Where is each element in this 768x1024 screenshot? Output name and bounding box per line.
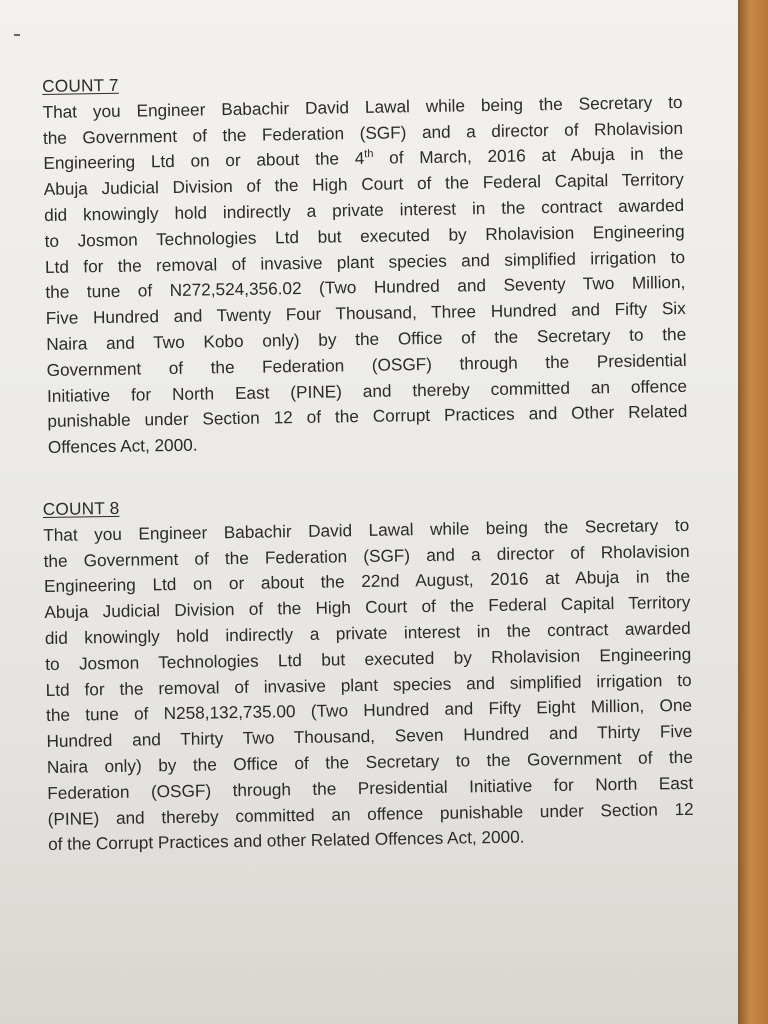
count-7-section <box>42 64 688 461</box>
wooden-desk-edge <box>738 0 768 1024</box>
count-7-body <box>42 90 688 461</box>
count-8-line-9: Hundred and Thirty Two Thousand, Seven Hundred and Thirty Five <box>46 720 693 752</box>
count-8-line-11: Federation (OSGF) through the Presidential Initiative for North East <box>47 772 694 803</box>
count-8-section <box>43 487 695 858</box>
count-8-line-7: Ltd for the removal of invasive plant species and simplified irrigation to <box>45 669 692 700</box>
count-7-line-7: Ltd for the removal of invasive plant species and simplified irrigation to <box>44 246 686 277</box>
count-8-line-13: of the Corrupt Practices and other Related Offences Act, 2000. <box>47 826 525 855</box>
count-7-line-1: That you Engineer Babachir David Lawal while being the Secretary to <box>42 91 683 122</box>
count-8-line-6: to Josmon Technologies Ltd but executed by Rholavision Engineering <box>45 643 692 674</box>
count-7-line-3-pre: Engineering Ltd on or about the 4 <box>43 148 365 174</box>
count-8-line-1: That you Engineer Babachir David Lawal while being the Secretary to <box>43 514 690 545</box>
count-7-line-10: Naira and Two Kobo only) by the Office of the Secretary to the <box>46 323 687 354</box>
count-7-line-8: the tune of N272,524,356.02 (Two Hundred and Seventy Two Million, <box>45 272 686 303</box>
count-7-line-3-post: of March, 2016 at Abuja in the <box>373 143 684 169</box>
count-8-line-5: did knowingly hold indirectly a private interest in the contract awarded <box>44 617 691 648</box>
count-8-line-10: Naira only) by the Office of the Secretary to the Government of the <box>46 746 693 777</box>
count-7-line-13: punishable under Section 12 of the Corrupt Practices and Other Related <box>47 401 688 432</box>
count-8-line-8: the tune of N258,132,735.00 (Two Hundred and Fifty Eight Million, One <box>45 695 693 726</box>
count-8-heading: COUNT 8 <box>42 497 120 519</box>
count-8-line-4: Abuja Judicial Division of the High Court of the Federal Capital Territory <box>44 592 691 623</box>
count-7-line-6: to Josmon Technologies Ltd but executed by Rholavision Engineering <box>44 220 685 251</box>
count-8-body <box>43 513 694 858</box>
count-7-heading: COUNT 7 <box>42 74 119 96</box>
count-7-ordinal-suffix: th <box>364 148 374 161</box>
count-7-line-11: Government of the Federation (OSGF) through the Presidential <box>46 349 687 380</box>
count-8-line-12: (PINE) and thereby committed an offence punishable under Section 12 <box>47 798 694 829</box>
page-mark <box>14 34 20 36</box>
count-7-line-5: did knowingly hold indirectly a private interest in the contract awarded <box>44 194 685 225</box>
count-7-line-14: Offences Act, 2000. <box>47 434 198 458</box>
count-7-line-12: Initiative for North East (PINE) and thereby committed an offence <box>46 375 688 406</box>
count-7-line-4: Abuja Judicial Division of the High Court of the Federal Capital Territory <box>43 169 684 200</box>
charges-text <box>42 64 695 894</box>
count-8-line-2: the Government of the Federation (SGF) and a director of Rholavision <box>43 540 690 571</box>
count-7-line-2: the Government of the Federation (SGF) and a director of Rholavision <box>42 117 684 148</box>
count-7-line-9: Five Hundred and Twenty Four Thousand, Three Hundred and Fifty Six <box>45 298 686 329</box>
count-8-line-3: Engineering Ltd on or about the 22nd August, 2016 at Abuja in the <box>43 566 691 597</box>
